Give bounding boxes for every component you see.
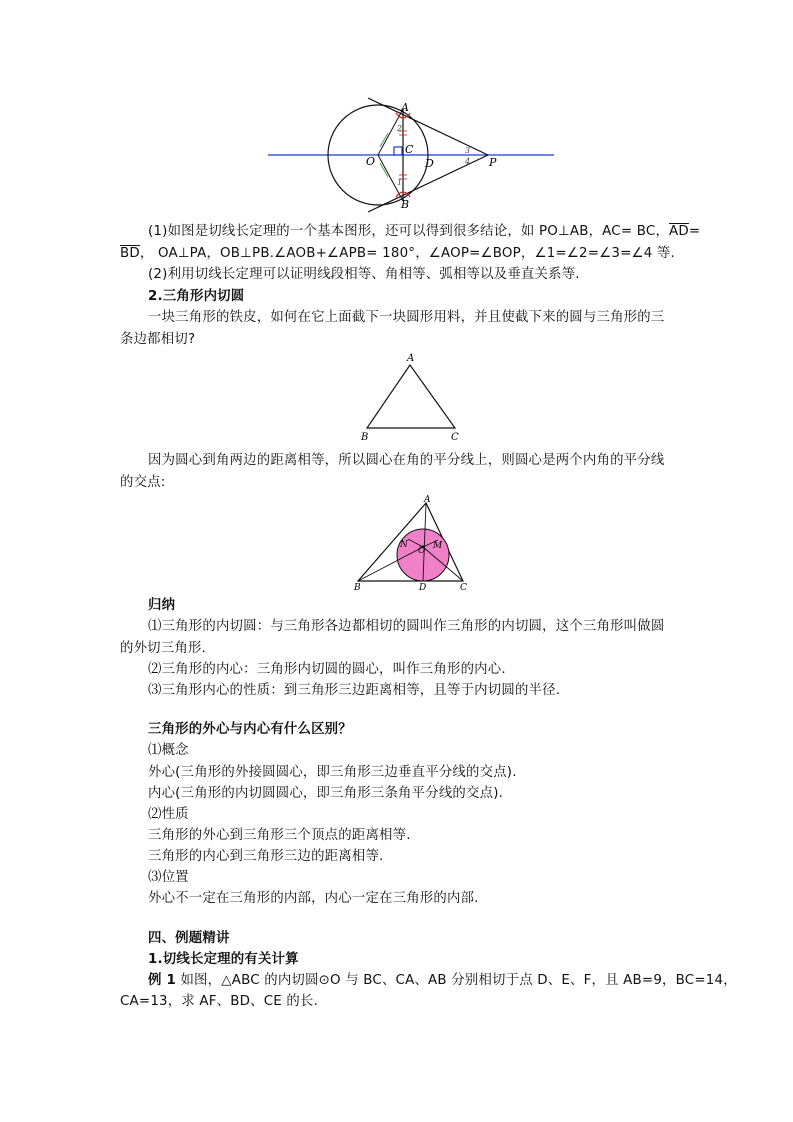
vertex-B: B [361, 432, 369, 443]
conclusion-line-2 [120, 244, 675, 264]
tangent-point-M: M [433, 541, 443, 551]
point-D: D [425, 157, 434, 170]
point-C: C [405, 143, 414, 156]
conclusion-line-1 [148, 222, 700, 242]
angle-4: 4 [465, 157, 471, 166]
reason-line-2: 的交点: [120, 475, 166, 490]
question-line-1: 一块三角形的铁皮，如何在它上面截下一块圆形用料，并且使截下来的圆与三角形的三 [148, 310, 665, 325]
vertex-C: C [451, 432, 459, 443]
property-heading: ⑵性质 [148, 807, 189, 822]
summary-item-3: ⑶三角形内心的性质：到三角形三边距离相等，且等于内切圆的半径. [148, 683, 561, 698]
incenter-property: 三角形的内心到三角形三边的距离相等. [148, 849, 384, 864]
section-title-incircle: 2.三角形内切圆 [148, 289, 245, 304]
angle-2: 2 [397, 124, 403, 133]
summary-item-2: ⑵三角形的内心：三角形内切圆的圆心，叫作三角形的内心. [148, 662, 506, 677]
angle-3: 3 [465, 146, 471, 155]
point-B: B [401, 198, 410, 211]
center-O: O [418, 546, 426, 556]
question-line-2: 条边都相切? [120, 332, 196, 347]
position-text: 外心不一定在三角形的内部，内心一定在三角形的内部. [148, 891, 479, 906]
angle-1: 1 [397, 178, 403, 187]
circumcenter-property: 三角形的外心到三角形三个顶点的距离相等. [148, 828, 411, 843]
incenter-definition: 内心(三角形的内切圆圆心，即三角形三条角平分线的交点). [148, 786, 504, 801]
example-label: 例 1 [148, 973, 176, 988]
comparison-title: 三角形的外心与内心有什么区别？ [148, 722, 352, 737]
concept-heading: ⑴概念 [148, 743, 189, 758]
summary-item-1: ⑴三角形的内切圆：与三角形各边都相切的圆叫作三角形的内切圆，这个三角形叫做圆 [148, 619, 665, 634]
section-four-title: 四、例题精讲 [148, 931, 230, 946]
incircle-figure [350, 495, 475, 593]
tangent-figure [260, 95, 560, 220]
tangent-point-D: D [419, 583, 427, 593]
tangent-point-N: N [400, 540, 408, 550]
application-line: (2)利用切线长定理可以证明线段相等、角相等、弧相等以及垂直关系等. [148, 267, 580, 282]
vertex-A: A [424, 495, 431, 505]
position-heading: ⑶位置 [148, 870, 189, 885]
conclusion-text-2: ， OA⊥PA，OB⊥PB.∠AOB+∠APB= 180°，∠AOP=∠BOP，∠1=∠2=∠3=∠4 等. [139, 246, 675, 261]
arc-bd: $\overline{BD}$ [120, 246, 140, 261]
point-O: O [366, 155, 376, 168]
point-P: P [489, 156, 497, 169]
example-1-line-2: CA=13，求 AF、BD、CE 的长. [120, 994, 319, 1009]
vertex-B: B [354, 583, 361, 593]
triangle-figure [355, 350, 470, 445]
arc-ad: $\overline{AD}$ [669, 224, 689, 239]
equals-sign: = [688, 224, 701, 239]
vertex-A: A [407, 353, 415, 364]
circumcenter-definition: 外心(三角形的外接圆圆心，即三角形三边垂直平分线的交点). [148, 765, 517, 780]
example-1-line-1 [148, 971, 737, 991]
point-A: A [401, 101, 409, 114]
conclusion-text: (1)如图是切线长定理的一个基本图形，还可以得到很多结论，如 PO⊥AB，AC= BC， [148, 224, 670, 239]
tangent-length-subtitle: 1.切线长定理的有关计算 [148, 952, 299, 967]
example-1-text: 如图，△ABC 的内切圆⊙O 与 BC、CA、AB 分别相切于点 D、E、F，且 AB=9，BC=14， [180, 973, 737, 988]
vertex-C: C [460, 583, 467, 593]
summary-title: 归纳 [148, 598, 176, 613]
summary-item-1-cont: 的外切三角形. [120, 641, 206, 656]
reason-line-1: 因为圆心到角两边的距离相等，所以圆心在角的平分线上，则圆心是两个内角的平分线 [148, 453, 665, 468]
